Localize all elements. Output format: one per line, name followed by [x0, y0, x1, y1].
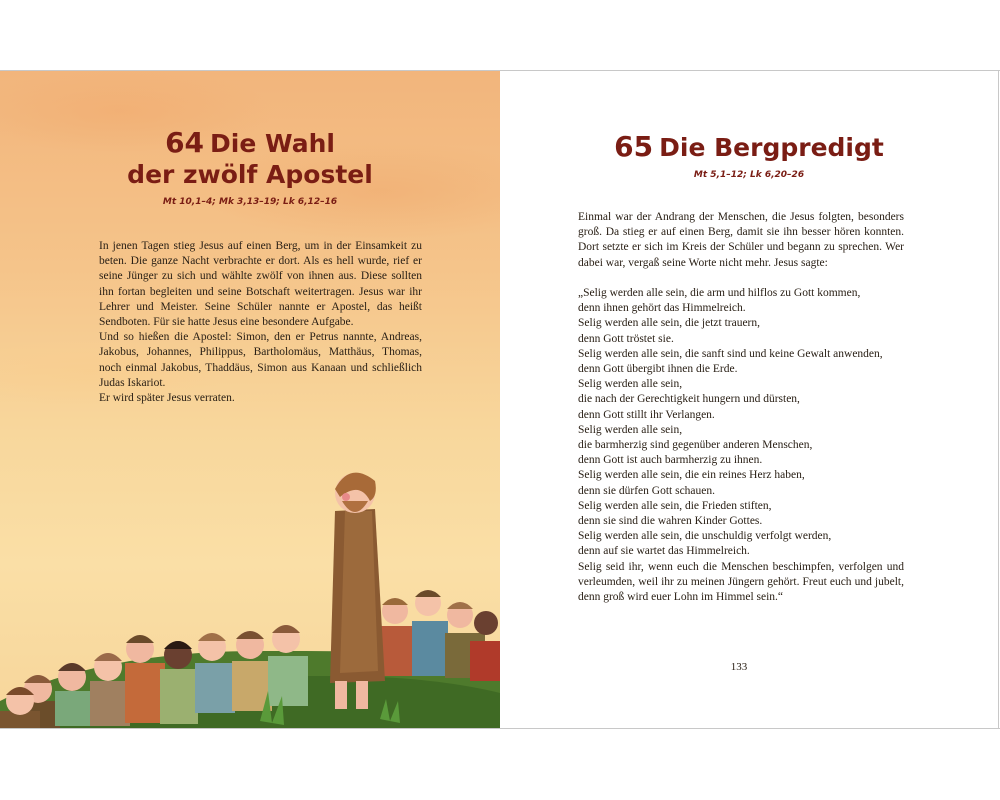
- verse-line: denn sie sind die wahren Kinder Gottes.: [578, 515, 763, 528]
- chapter-title: Die Bergpredigt: [659, 133, 884, 162]
- chapter-65-title: [500, 131, 998, 163]
- beatitudes: [578, 286, 908, 605]
- intro-paragraph: Einmal war der Andrang der Menschen, die Jesus folgten, besonders groß. Da stieg er auf einen Berg, damit sie ihn besser hören konnten. Dort setzte er sich im Kreis der Schüler und begann zu sprechen. Wer dabei war, vergaß seine Worte nicht mehr. Jesus sagte:: [578, 211, 904, 269]
- verse-line: die barmherzig sind gegenüber anderen Menschen,: [578, 439, 813, 452]
- verse-line: Selig werden alle sein, die sanft sind und keine Gewalt anwenden,: [578, 347, 883, 360]
- paragraph: Und so hießen die Apostel: Simon, den er Petrus nannte, Andreas, Jakobus, Johannes, Philippus, Bartholomäus, Matthäus, Thomas, noch einmal Jakobus, Thaddäus, Simon aus Kanaan und schließlich Judas Iskariot.: [99, 331, 422, 389]
- left-page: [0, 71, 500, 728]
- apostles-illustration: [0, 401, 500, 728]
- verse-line: denn Gott stillt ihr Verlangen.: [578, 408, 715, 421]
- verse-line: Selig werden alle sein, die Frieden stiften,: [578, 499, 772, 512]
- paragraph: In jenen Tagen stieg Jesus auf einen Berg, um in der Einsamkeit zu beten. Die ganze Nacht verbrachte er dort. Als es hell wurde, rief er seine Jünger zu sich und wählte zwölf von ihnen aus. Diese sollten ihn fortan begleiten und seine Botschaft weitertragen. Jesus war ihr Lehrer und Meister. Seine Schüler nannte er Apostel, das heißt Sendboten. Für sie hatte Jesus eine besondere Aufgabe.: [99, 240, 422, 329]
- left-body-text: [99, 239, 422, 406]
- right-page: [500, 71, 999, 728]
- verse-line: denn Gott tröstet sie.: [578, 332, 674, 345]
- page-number: 133: [730, 661, 748, 673]
- verse-line: denn auf sie wartet das Himmelreich.: [578, 545, 750, 558]
- verse-line: denn Gott übergibt ihnen die Erde.: [578, 363, 738, 376]
- verse-line: Selig werden alle sein,: [578, 423, 683, 436]
- bible-reference: Mt 5,1–12; Lk 6,20–26: [693, 170, 805, 180]
- book-spread: [0, 70, 1000, 729]
- closing-paragraph: Selig seid ihr, wenn euch die Menschen beschimpfen, verfolgen und verleumden, weil ihr zu meinen Jüngern gehört. Freut euch und jubelt, denn groß wird euer Lohn im Himmel sein.“: [578, 560, 904, 604]
- verse-line: denn sie dürfen Gott schauen.: [578, 484, 716, 497]
- chapter-number: 64: [165, 126, 205, 159]
- jesus-figure: [330, 473, 385, 709]
- verse-line: denn Gott ist auch barmherzig zu ihnen.: [578, 454, 763, 467]
- verse-line: denn ihnen gehört das Himmelreich.: [578, 302, 746, 315]
- paragraph: Er wird später Jesus verraten.: [99, 392, 235, 405]
- title-line-2: der zwölf Apostel: [127, 160, 373, 189]
- verse-line: Selig werden alle sein,: [578, 378, 683, 391]
- verse-line: Selig werden alle sein, die ein reines Herz haben,: [578, 469, 805, 482]
- chapter-number: 65: [614, 130, 654, 163]
- verse-line: „Selig werden alle sein, die arm und hilflos zu Gott kommen,: [578, 287, 861, 299]
- bible-reference: Mt 10,1–4; Mk 3,13–19; Lk 6,12–16: [162, 197, 338, 207]
- verse-line: Selig werden alle sein, die unschuldig verfolgt werden,: [578, 530, 832, 543]
- verse-line: Selig werden alle sein, die jetzt trauern,: [578, 317, 761, 330]
- verse-line: die nach der Gerechtigkeit hungern und dürsten,: [578, 393, 800, 406]
- title-line-1: Die Wahl: [210, 129, 335, 158]
- chapter-64-title: [40, 127, 460, 190]
